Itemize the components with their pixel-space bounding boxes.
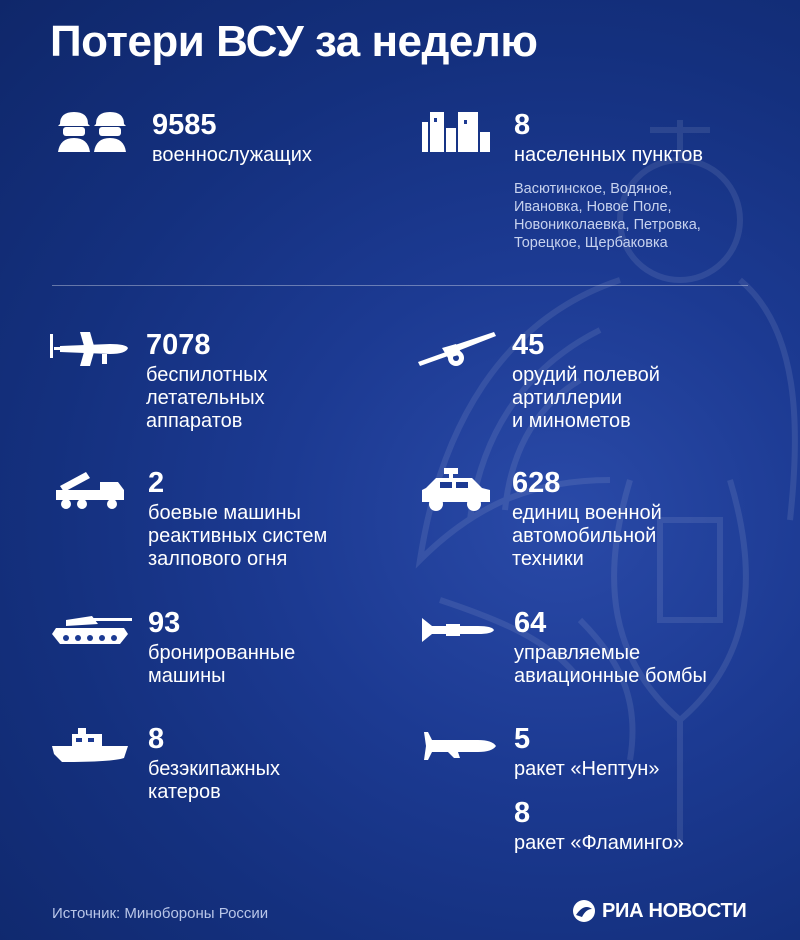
stat-number: 628 (512, 467, 561, 499)
stat-settlements (418, 108, 758, 268)
ria-logo-text: РИА НОВОСТИ (602, 899, 747, 922)
stat-number: 5 (514, 723, 531, 755)
boat-icon (52, 722, 132, 770)
page-title: Потери ВСУ за неделю (50, 17, 538, 66)
stat-label: ракет «Нептун» (514, 758, 660, 780)
stat-neptune (418, 722, 758, 792)
divider (52, 285, 748, 286)
stat-number: 7078 (146, 329, 211, 361)
stat-bombs (418, 606, 758, 726)
soldiers-icon (56, 108, 136, 156)
stat-label: безэкипажных катеров (148, 758, 280, 803)
stat-number: 8 (514, 109, 531, 141)
source-note: Источник: Минобороны России (52, 905, 269, 922)
stat-number: 9585 (152, 109, 217, 141)
stat-armored (52, 606, 392, 726)
settlement-list: Васютинское, Водяное, Ивановка, Новое Поле, Новониколаевка, Петровка, Торецкое, Щербаковка (514, 181, 701, 251)
stat-label: бронированные машины (148, 642, 296, 687)
drone-icon (50, 328, 130, 376)
ria-logo-icon (572, 899, 596, 923)
stat-label: беспилотных летательных аппаратов (146, 364, 268, 432)
stat-number: 2 (148, 467, 165, 499)
stat-label: ракет «Фламинго» (514, 832, 684, 854)
stat-label: единиц военной автомобильной техники (512, 502, 662, 570)
stat-number: 8 (514, 797, 531, 829)
stat-label: военнослужащих (152, 144, 312, 166)
stat-soldiers (56, 108, 396, 228)
mlrs-icon (52, 466, 132, 514)
stat-vehicles (416, 466, 756, 586)
stat-mlrs (52, 466, 392, 586)
missile-icon (418, 722, 498, 770)
stat-number: 93 (148, 607, 181, 639)
stat-label: боевые машины реактивных систем залпового огня (148, 502, 328, 570)
stat-flamingo (418, 796, 758, 866)
stat-artillery (416, 328, 756, 448)
stat-number: 45 (512, 329, 545, 361)
stat-label: управляемые авиационные бомбы (514, 642, 707, 687)
military-vehicle-icon (416, 466, 496, 514)
ria-logo (572, 899, 746, 923)
tank-icon (52, 606, 132, 654)
guided-bomb-icon (418, 606, 498, 654)
stat-number: 8 (148, 723, 165, 755)
stat-boats (52, 722, 392, 842)
stat-label: населенных пунктов (514, 144, 703, 166)
stat-label: орудий полевой артиллерии и минометов (512, 364, 660, 432)
stat-drones (50, 328, 390, 448)
stat-number: 64 (514, 607, 547, 639)
artillery-icon (416, 328, 496, 376)
buildings-icon (418, 108, 498, 156)
